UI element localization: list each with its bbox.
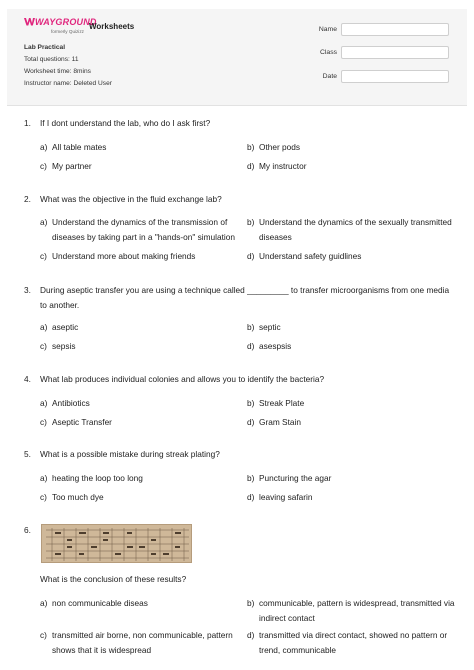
option-letter: c)	[40, 251, 47, 261]
option-letter: d)	[247, 417, 255, 427]
class-label: Class	[320, 49, 337, 56]
total-questions: Total questions: 11	[24, 56, 79, 63]
option-text: transmitted via direct contact, showed no pattern or trend, communicable	[259, 630, 448, 655]
option-letter: a)	[40, 598, 48, 608]
option-text: Understand more about making friends	[52, 251, 196, 261]
option-text: My instructor	[259, 161, 307, 171]
name-field[interactable]	[341, 23, 449, 36]
question-number: 1.	[24, 118, 31, 128]
option-letter: a)	[40, 473, 48, 483]
wayground-logo	[24, 16, 97, 44]
option-letter: d)	[247, 492, 255, 502]
question-text: What is the conclusion of these results?	[40, 574, 187, 584]
worksheet-name: Lab Practical	[24, 44, 66, 51]
option-text: heating the loop too long	[52, 473, 143, 483]
option-text: Puncturing the agar	[259, 473, 332, 483]
option-text: All table mates	[52, 142, 107, 152]
option-letter: b)	[247, 217, 255, 227]
question-text: What lab produces individual colonies and allows you to identify the bacteria?	[40, 374, 325, 384]
option-text: sepsis	[52, 341, 76, 351]
option-letter: a)	[40, 217, 48, 227]
option-text: aseptic	[52, 322, 79, 332]
question-number: 3.	[24, 285, 31, 295]
date-label: Date	[322, 73, 337, 80]
worksheet-time: Worksheet time: 8mins	[24, 68, 91, 75]
option-letter: b)	[247, 398, 255, 408]
option-letter: d)	[247, 341, 255, 351]
option-text: Understand the dynamics of the transmission of diseases by taking part in a "hands-on" simulation	[52, 217, 235, 242]
question-text: What was the objective in the fluid exchange lab?	[40, 194, 222, 204]
instructor-name: Instructor name: Deleted User	[24, 80, 112, 87]
option-text: Too much dye	[52, 492, 104, 502]
option-letter: d)	[247, 161, 255, 171]
option-letter: b)	[247, 142, 255, 152]
option-letter: b)	[247, 473, 255, 483]
name-label: Name	[318, 26, 337, 33]
option-text: Gram Stain	[259, 417, 301, 427]
page-title: Worksheets	[89, 22, 135, 31]
question-text: What is a possible mistake during streak plating?	[40, 449, 220, 459]
option-letter: c)	[40, 492, 47, 502]
option-letter: d)	[247, 630, 255, 640]
option-text: Understand the dynamics of the sexually transmitted diseases	[259, 217, 452, 242]
option-letter: c)	[40, 417, 47, 427]
option-text: non communicable diseas	[52, 598, 148, 608]
option-text: septic	[259, 322, 281, 332]
results-table-image	[41, 524, 192, 563]
question-number: 4.	[24, 374, 31, 384]
option-letter: c)	[40, 161, 47, 171]
option-letter: d)	[247, 251, 255, 261]
option-letter: c)	[40, 630, 47, 640]
option-text: transmitted air borne, non communicable, pattern shows that it is widespread	[52, 630, 233, 655]
option-text: asespsis	[259, 341, 292, 351]
option-letter: a)	[40, 322, 48, 332]
wayground-logo-icon	[24, 17, 35, 26]
option-text: My partner	[52, 161, 92, 171]
worksheet-header	[7, 9, 467, 106]
option-text: Understand safety guidlines	[259, 251, 362, 261]
results-table-image-drawing	[42, 525, 192, 563]
date-field[interactable]	[341, 70, 449, 83]
option-text: Antibiotics	[52, 398, 90, 408]
question-number: 2.	[24, 194, 31, 204]
option-text: Other pods	[259, 142, 301, 152]
question-text: If I dont understand the lab, who do I ask first?	[40, 118, 211, 128]
option-letter: b)	[247, 322, 255, 332]
question-text: During aseptic transfer you are using a technique called _________ to transfer microorganisms from one media to another.	[40, 285, 450, 310]
option-text: communicable, pattern is widespread, transmitted via indirect contact	[259, 598, 455, 623]
option-text: Aseptic Transfer	[52, 417, 112, 427]
option-letter: c)	[40, 341, 47, 351]
option-letter: a)	[40, 142, 48, 152]
brand-name: WAYGROUND	[35, 17, 97, 27]
question-number: 6.	[24, 525, 31, 535]
option-letter: b)	[247, 598, 255, 608]
option-text: Streak Plate	[259, 398, 305, 408]
option-letter: a)	[40, 398, 48, 408]
brand-tagline: formerly Quizizz	[51, 29, 84, 34]
question-number: 5.	[24, 449, 31, 459]
class-field[interactable]	[341, 46, 449, 59]
option-text: leaving safarin	[259, 492, 313, 502]
